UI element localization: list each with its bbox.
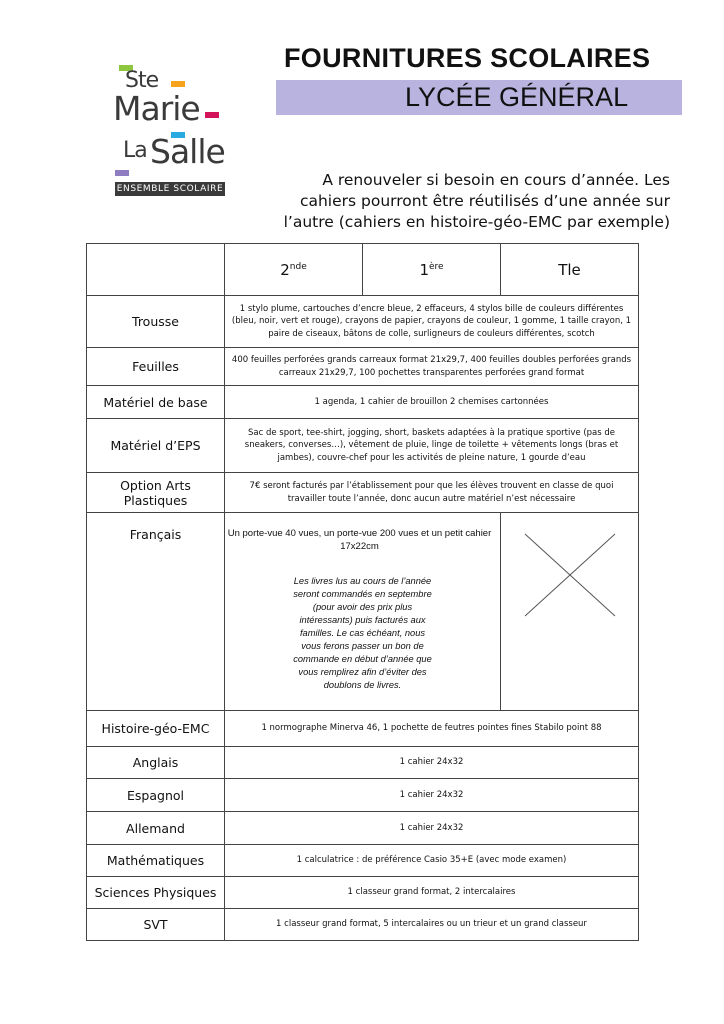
row-content-anglais: 1 cahier 24x32 [225,747,639,779]
table-row [87,296,639,348]
row-label-physique: Sciences Physiques [87,877,225,909]
table-row [87,711,639,747]
table-row [87,473,639,513]
header-terminale [501,244,639,296]
table-row [87,812,639,845]
header-seconde-main: 2 [280,260,290,279]
row-label-francais: Français [87,513,225,711]
row-content-maths: 1 calculatrice : de préférence Casio 35+E (avec mode examen) [225,845,639,877]
row-label-allemand: Allemand [87,812,225,845]
header-premiere-sup: ère [428,261,444,272]
table-row [87,779,639,812]
row-label-maths: Mathématiques [87,845,225,877]
row-content-svt: 1 classeur grand format, 5 intercalaires ou un trieur et un grand classeur [225,909,639,941]
row-label-svt: SVT [87,909,225,941]
francais-supplies: Un porte-vue 40 vues, un porte-vue 200 vues et un petit cahier 17x22cm [227,528,492,552]
row-label-feuilles: Feuilles [87,348,225,386]
row-label-materiel: Matériel de base [87,386,225,419]
row-content-feuilles: 400 feuilles perforées grands carreaux format 21x29,7, 400 feuilles doubles perforées grands carreaux 21x29,7, 100 pochettes transparentes perforées grand format [225,348,639,386]
logo-purple-bar [115,170,129,176]
table-row [87,386,639,419]
header-seconde-sup: nde [289,261,307,272]
table-row [87,513,639,711]
logo-pink-bar [205,112,219,118]
table-row [87,747,639,779]
table-row [87,419,639,473]
row-content-materiel: 1 agenda, 1 cahier de brouillon 2 chemises cartonnées [225,386,639,419]
intro-text: A renouveler si besoin en cours d’année. Les cahiers pourront être réutilisés d’une année sur l’autre (cahiers en histoire-géo-EMC par exemple) [283,171,670,231]
row-label-trousse: Trousse [87,296,225,348]
page-subtitle: LYCÉE GÉNÉRAL [405,82,629,112]
table-row [87,348,639,386]
header-premiere-main: 1 [419,260,429,279]
row-label-anglais: Anglais [87,747,225,779]
logo-orange-bar [171,81,185,87]
row-content-eps: Sac de sport, tee-shirt, jogging, short, baskets adaptées à la pratique sportive (pas de sneakers, converses…), vêtement de pluie, linge de toilette + vêtements longs (bras et jambes), couvre-chef pour les activités de pleine nature, 1 gourde d’eau [225,419,639,473]
row-content-arts: 7€ seront facturés par l’établissement pour que les élèves trouvent en classe de quoi travailler toute l’année, donc aucun autre matériel n’est nécessaire [225,473,639,513]
header-seconde [225,244,363,296]
row-content-allemand: 1 cahier 24x32 [225,812,639,845]
row-content-histoire: 1 normographe Minerva 46, 1 pochette de feutres pointes fines Stabilo point 88 [225,711,639,747]
francais-books-note: Les livres lus au cours de l’année seront commandés en septembre (pour avoir des prix plus intéressants) puis facturés aux familles. Le cas échéant, nous vous ferons passer un bon de commande en début d’année que vous remplirez afin d’éviter des doublons de livres. [293,576,432,690]
school-logo [113,62,228,198]
row-label-eps: Matériel d’EPS [87,419,225,473]
cross-out-icon [501,514,637,710]
logo-ste: Ste [125,68,159,93]
page-title: FOURNITURES SCOLAIRES [284,43,651,73]
logo-marie: Marie [113,89,200,128]
table-row [87,877,639,909]
table-row [87,909,639,941]
logo-la: La [123,138,147,163]
row-label-histoire: Histoire-géo-EMC [87,711,225,747]
row-content-physique: 1 classeur grand format, 2 intercalaires [225,877,639,909]
supplies-table [86,243,639,941]
table-row [87,845,639,877]
row-content-francais [225,513,501,711]
row-content-trousse: 1 stylo plume, cartouches d’encre bleue, 2 effaceurs, 4 stylos bille de couleurs différentes (bleu, noir, vert et rouge), crayons de papier, crayons de couleur, 1 gomme, 1 taille crayon, 1 paire de ciseaux, bâtons de colle, surligneurs de couleurs différentes, scotch [225,296,639,348]
header-terminale-main: Tle [558,260,581,279]
header-empty-cell [87,244,225,296]
row-label-espagnol: Espagnol [87,779,225,812]
logo-subtitle: ENSEMBLE SCOLAIRE [116,184,224,194]
row-label-arts: Option Arts Plastiques [87,473,225,513]
francais-terminale-crossed-cell [501,513,639,711]
table-header-row [87,244,639,296]
row-content-espagnol: 1 cahier 24x32 [225,779,639,812]
header-premiere [363,244,501,296]
logo-salle: Salle [150,132,225,171]
